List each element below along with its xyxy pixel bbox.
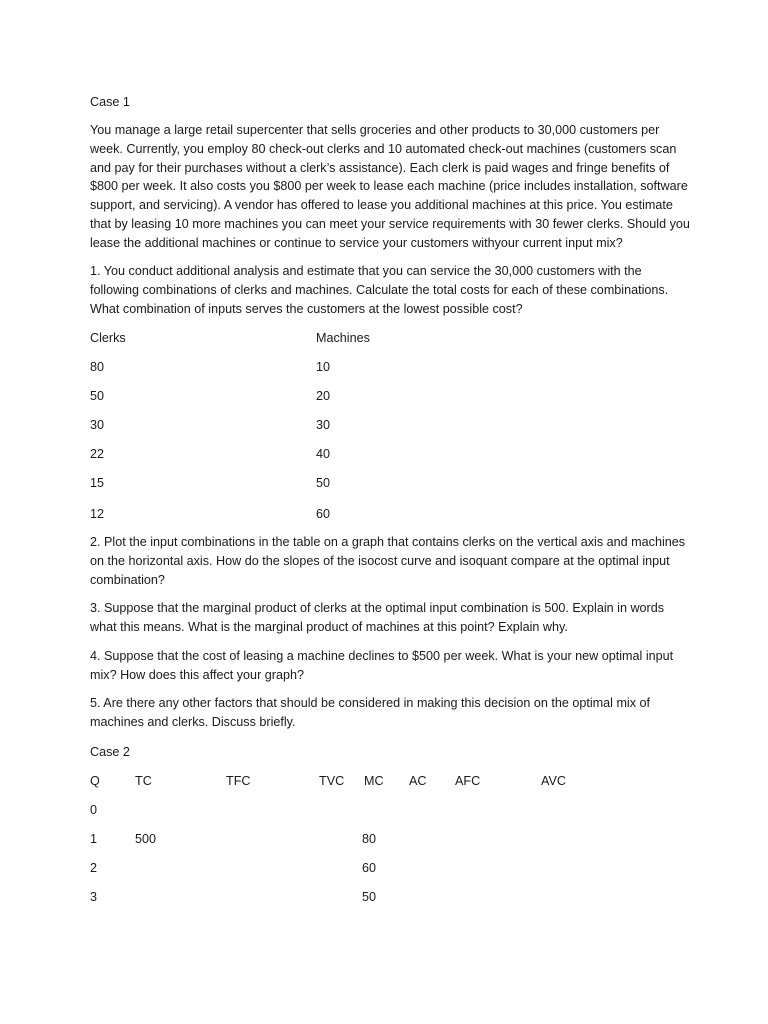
mc-cell: 80 — [362, 832, 377, 846]
cost-table-header — [90, 772, 690, 791]
ac-column-header: AC — [409, 774, 427, 788]
q-cell: 0 — [90, 803, 98, 817]
q-cell: 2 — [90, 861, 98, 875]
clerks-cell: 22 — [90, 447, 105, 461]
machines-cell: 40 — [316, 447, 331, 461]
case2-title: Case 2 — [90, 745, 130, 759]
table-row — [90, 474, 690, 493]
machines-cell: 50 — [316, 476, 331, 490]
table-row — [90, 888, 690, 907]
table-row — [90, 445, 690, 464]
avc-column-header: AVC — [541, 774, 566, 788]
table-row — [90, 830, 690, 849]
table-row — [90, 859, 690, 878]
machines-cell: 20 — [316, 389, 331, 403]
question-1: 1. You conduct additional analysis and estimate that you can service the 30,000 customers with the following combinations of clerks and machines. Calculate the total costs for each of these combinations. What combination of inputs serves the customers at the lowest possible cost? — [90, 264, 669, 316]
clerks-cell: 30 — [90, 418, 105, 432]
mc-cell: 50 — [362, 890, 377, 904]
machines-cell: 60 — [316, 507, 331, 521]
afc-column-header: AFC — [455, 774, 481, 788]
q-cell: 1 — [90, 832, 98, 846]
table-row — [90, 416, 690, 435]
clerks-cell: 50 — [90, 389, 105, 403]
table-row — [90, 358, 690, 377]
mc-cell: 60 — [362, 861, 377, 875]
machines-cell: 10 — [316, 360, 331, 374]
tfc-column-header: TFC — [226, 774, 251, 788]
table-row — [90, 505, 690, 524]
tc-column-header: TC — [135, 774, 152, 788]
table-row — [90, 387, 690, 406]
case1-title: Case 1 — [90, 95, 130, 109]
question-4: 4. Suppose that the cost of leasing a machine declines to $500 per week. What is your new optimal input mix? How does this affect your graph? — [90, 649, 674, 682]
case1-intro-paragraph: You manage a large retail supercenter that sells groceries and other products to 30,000 customers per week. Currently, you employ 80 check-out clerks and 10 automated check-out machines (customers scan and pay for their purchases without a clerk’s assistance). Each clerk is paid wages and fringe benefits of $800 per week. It also costs you $800 per week to lease each machine (price includes installation, software support, and servicing). A vendor has offered to lease you additional machines at this price. You estimate that by leasing 10 more machines you can meet your service requirements with 30 fewer clerks. Should you lease the additional machines or continue to service your customers withyour current input mix? — [90, 123, 690, 250]
machines-column-header: Machines — [316, 331, 370, 345]
mc-column-header: MC — [364, 774, 384, 788]
q-cell: 3 — [90, 890, 98, 904]
q-column-header: Q — [90, 774, 100, 788]
clerks-cell: 80 — [90, 360, 105, 374]
question-5: 5. Are there any other factors that should be considered in making this decision on the optimal mix of machines and clerks. Discuss briefly. — [90, 696, 651, 729]
machines-cell: 30 — [316, 418, 331, 432]
clerks-machines-table-header — [90, 329, 690, 348]
clerks-column-header: Clerks — [90, 331, 126, 345]
clerks-cell: 12 — [90, 507, 105, 521]
tvc-column-header: TVC — [319, 774, 345, 788]
table-row — [90, 801, 690, 820]
clerks-cell: 15 — [90, 476, 105, 490]
question-2: 2. Plot the input combinations in the table on a graph that contains clerks on the vertical axis and machines on the horizontal axis. How do the slopes of the isocost curve and isoquant compare at the optimal input combination? — [90, 535, 686, 587]
tc-cell: 500 — [135, 832, 157, 846]
question-3: 3. Suppose that the marginal product of clerks at the optimal input combination is 500. Explain in words what this means. What is the marginal product of machines at this point? Explain why. — [90, 601, 665, 634]
